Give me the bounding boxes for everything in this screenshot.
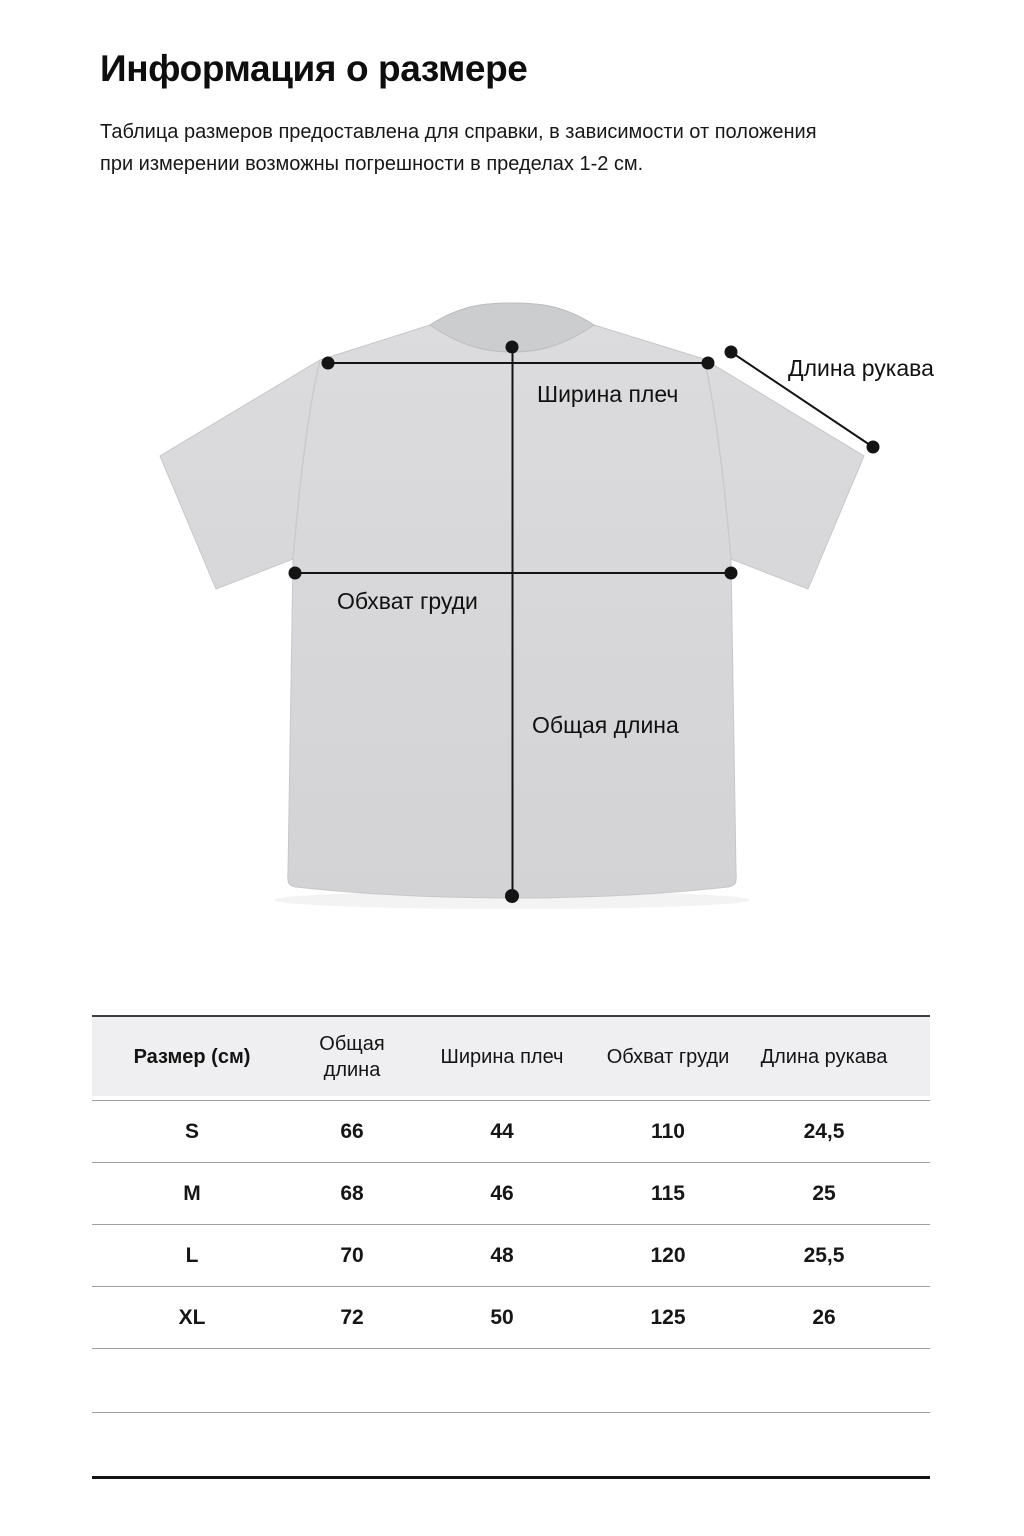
shoulder-value: 48 — [490, 1243, 514, 1267]
header-length: Общая длина — [319, 1032, 385, 1081]
shoulder-right-dot — [702, 357, 715, 370]
table-row-m — [92, 1163, 930, 1225]
hem-bottom-dot — [505, 889, 519, 903]
page-title: Информация о размере — [100, 48, 528, 89]
sleeve-value: 25 — [812, 1181, 836, 1205]
chest-value: 110 — [651, 1119, 685, 1143]
shoulder-left-dot — [322, 357, 335, 370]
neck-top-dot — [506, 341, 519, 354]
size-value: L — [185, 1243, 199, 1267]
chest-label: Обхват груди — [337, 588, 478, 614]
table-row-l — [92, 1225, 930, 1287]
header-shoulder: Ширина плеч — [440, 1045, 564, 1068]
shoulder-value: 50 — [490, 1305, 514, 1329]
page-description — [100, 116, 817, 180]
header-size: Размер (см) — [133, 1045, 251, 1068]
description-line-1: Таблица размеров предоставлена для справки, в зависимости от положения — [100, 121, 817, 143]
sleeve-length-label: Длина рукава — [788, 355, 934, 381]
tshirt-measurement-diagram — [0, 280, 1024, 950]
size-value: S — [184, 1119, 199, 1143]
size-value: XL — [178, 1305, 206, 1329]
length-value: 66 — [340, 1119, 364, 1143]
shoulder-value: 46 — [490, 1181, 514, 1205]
description-line-2: при измерении возможны погрешности в пределах 1-2 см. — [100, 153, 644, 175]
length-value: 70 — [340, 1243, 364, 1267]
size-table-header-row — [92, 1015, 930, 1096]
empty-row — [92, 1413, 930, 1476]
empty-row — [92, 1349, 930, 1413]
chest-right-dot — [725, 567, 738, 580]
header-sleeve: Длина рукава — [760, 1045, 888, 1068]
shoulder-value: 44 — [490, 1119, 514, 1143]
table-row-s — [92, 1101, 930, 1163]
table-row-xl — [92, 1287, 930, 1349]
total-length-label: Общая длина — [532, 712, 679, 738]
sleeve-value: 25,5 — [803, 1243, 845, 1267]
shoulder-width-label: Ширина плеч — [537, 381, 679, 407]
sleeve-bottom-dot — [867, 441, 880, 454]
size-table-body — [92, 1100, 930, 1479]
length-value: 72 — [340, 1305, 364, 1329]
length-value: 68 — [340, 1181, 364, 1205]
chest-value: 125 — [650, 1305, 686, 1329]
sleeve-value: 24,5 — [803, 1119, 845, 1143]
header-chest: Обхват груди — [606, 1045, 730, 1068]
chest-value: 120 — [650, 1243, 686, 1267]
size-table — [92, 1015, 930, 1479]
sleeve-top-dot — [725, 346, 738, 359]
size-value: M — [183, 1181, 201, 1205]
chest-value: 115 — [651, 1181, 685, 1205]
chest-left-dot — [289, 567, 302, 580]
sleeve-value: 26 — [812, 1305, 836, 1329]
